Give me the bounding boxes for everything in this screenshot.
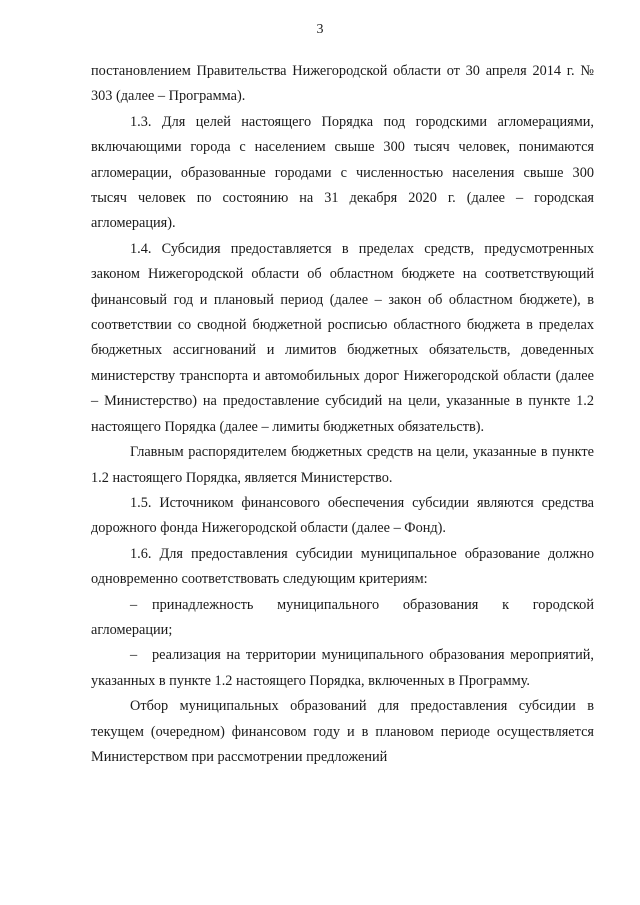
paragraph-1-3: 1.3. Для целей настоящего Порядка под городскими агломерациями, включающими города с населением свыше 300 тысяч человек, понимаются агломерации, образованные городами с численностью населения свыше 300 тысяч человек по состоянию на 31 декабря 2020 г. (далее – городская агломерация). xyxy=(91,113,594,232)
paragraph-main-manager: Главным распорядителем бюджетных средств на цели, указанные в пункте 1.2 настоящего Порядка, является Министерство. xyxy=(91,444,594,486)
paragraph-selection: Отбор муниципальных образований для предоставления субсидии в текущем (очередном) финансовом году и в плановом периоде осуществляется Министерством при рассмотрении предложений xyxy=(91,698,594,765)
paragraph-1-6: 1.6. Для предоставления субсидии муниципальное образование должно одновременно соответствовать следующим критериям: xyxy=(91,545,594,588)
list-dash-marker: – xyxy=(130,596,138,613)
document-body xyxy=(91,59,594,770)
criteria-list-item xyxy=(91,643,594,694)
page-number: 3 xyxy=(316,22,324,37)
criteria-item-text: принадлежность муниципального образования к городской агломерации; xyxy=(91,596,594,638)
criteria-item-text: реализация на территории муниципального образования мероприятий, указанных в пункте 1.2 настоящего Порядка, включенных в Программу. xyxy=(91,647,594,689)
criteria-list-item xyxy=(91,593,594,644)
paragraph-1-4: 1.4. Субсидия предоставляется в пределах средств, предусмотренных законом Нижегородской области об областном бюджете на соответствующий финансовый год и плановый период (далее – закон об областном бюджете), в соответствии со сводной бюджетной росписью областного бюджета в пределах бюджетных ассигнований и лимитов бюджетных обязательств, доведенных министерству транспорта и автомобильных дорог Нижегородской области (далее – Министерство) на предоставление субсидий на цели, указанные в пункте 1.2 настоящего Порядка (далее – лимиты бюджетных обязательств). xyxy=(91,240,594,435)
paragraph-1-5: 1.5. Источником финансового обеспечения субсидии являются средства дорожного фонда Нижегородской области (далее – Фонд). xyxy=(91,494,594,537)
paragraph-continuation: постановлением Правительства Нижегородской области от 30 апреля 2014 г. № 303 (далее – Программа). xyxy=(91,63,594,105)
list-dash-marker: – xyxy=(130,647,138,664)
